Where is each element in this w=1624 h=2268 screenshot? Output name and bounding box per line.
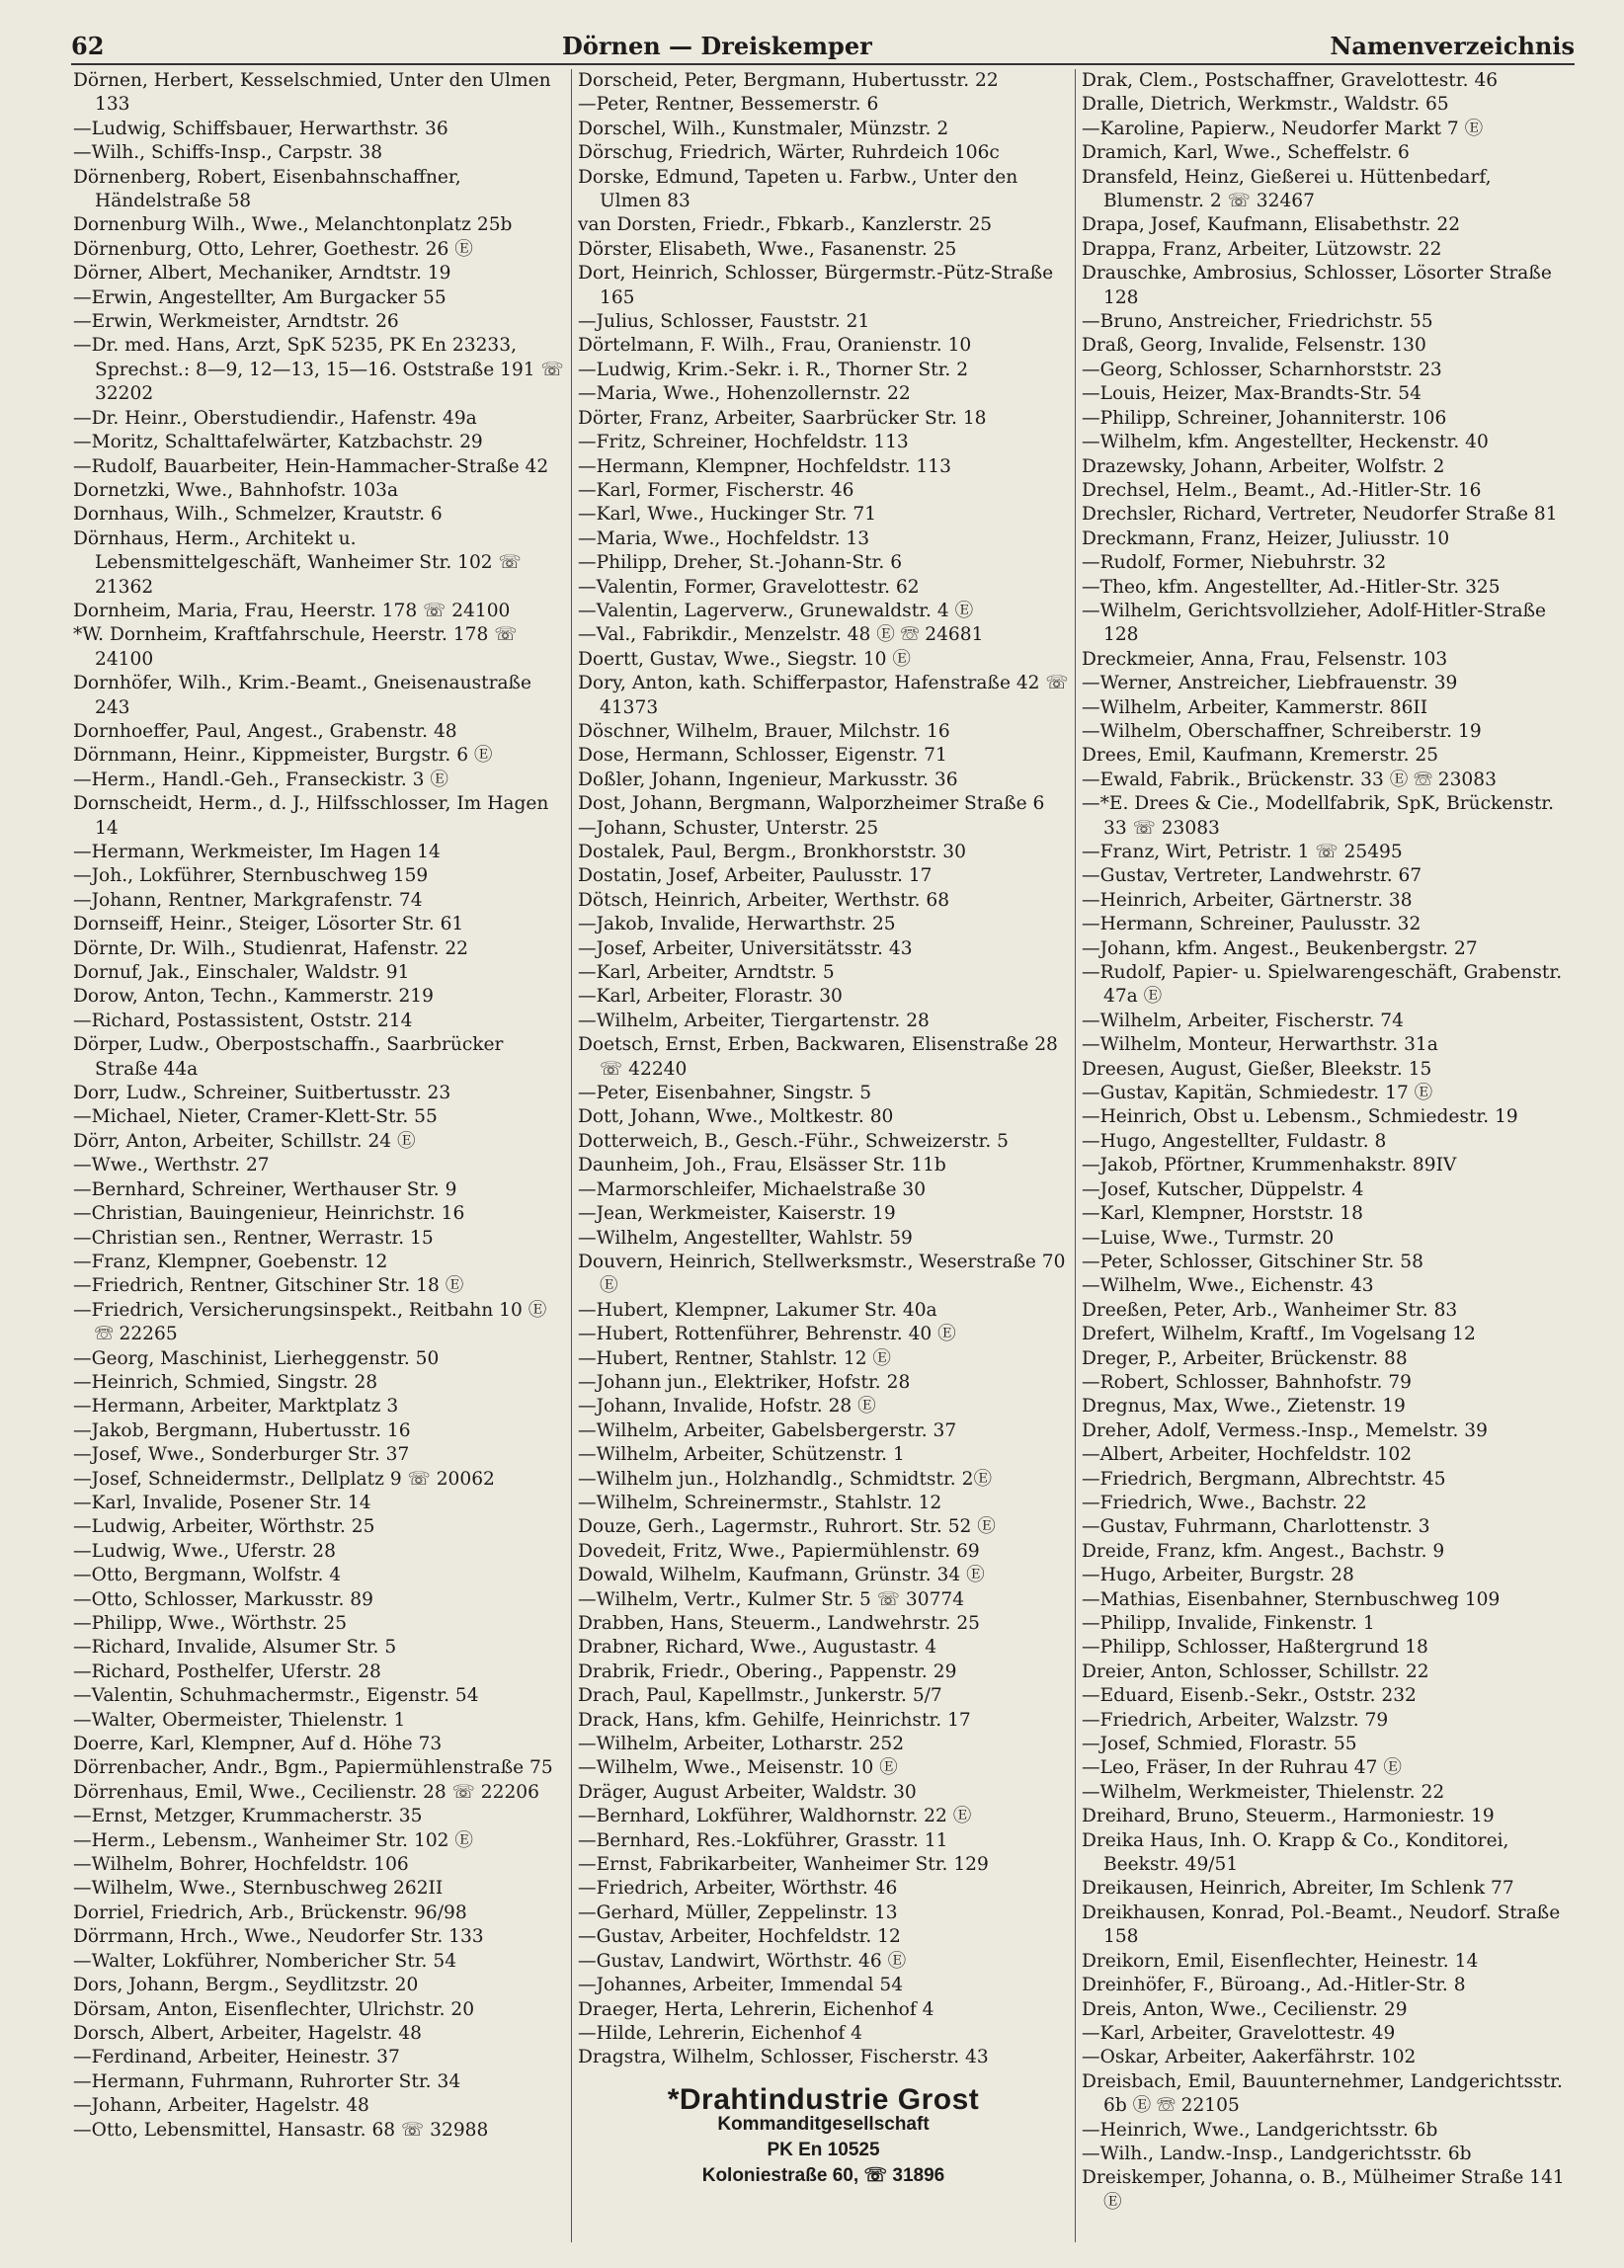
- directory-entry: Dörrmann, Hrch., Wwe., Neudorfer Str. 133: [73, 1926, 484, 1948]
- directory-entry: Doßler, Johann, Ingenieur, Markusstr. 36: [578, 769, 958, 790]
- directory-entry: Dörner, Albert, Mechaniker, Arndtstr. 19: [73, 263, 451, 284]
- directory-entry: Dorr, Ludw., Schreiner, Suitbertusstr. 23: [73, 1083, 451, 1104]
- directory-entry: Douze, Gerh., Lagermstr., Ruhrort. Str. 52 Ⓔ: [578, 1516, 996, 1538]
- directory-entry: Drechsel, Helm., Beamt., Ad.-Hitler-Str. 16: [1082, 479, 1482, 501]
- directory-entry: —Herm., Handl.-Geh., Franseckistr. 3 Ⓔ: [73, 769, 448, 790]
- directory-entry: Dörnte, Dr. Wilh., Studienrat, Hafenstr. 22: [73, 937, 469, 959]
- directory-entry: —Ludwig, Krim.-Sekr. i. R., Thorner Str. 2: [578, 359, 969, 380]
- directory-entry: Dorriel, Friedrich, Arb., Brückenstr. 96/98: [73, 1902, 467, 1923]
- directory-entry: —Valentin, Schuhmachermstr., Eigenstr. 54: [73, 1685, 479, 1707]
- directory-entry: Dorschel, Wilh., Kunstmaler, Münzstr. 2: [578, 118, 949, 139]
- directory-entry: —Karl, Wwe., Huckinger Str. 71: [578, 504, 877, 526]
- directory-entry: —Michael, Nieter, Cramer-Klett-Str. 55: [73, 1106, 438, 1128]
- directory-entry: Dörr, Anton, Arbeiter, Schillstr. 24 Ⓔ: [73, 1130, 416, 1152]
- directory-entry: —Wilhelm, Schreinermstr., Stahlstr. 12: [578, 1492, 942, 1513]
- directory-entry: —Otto, Bergmann, Wolfstr. 4: [73, 1565, 342, 1586]
- directory-entry: —Philipp, Dreher, St.-Johann-Str. 6: [578, 552, 903, 574]
- directory-entry: Dreikhausen, Konrad, Pol.-Beamt., Neudorf. Straße 158: [1082, 1902, 1561, 1948]
- directory-entry: Dralle, Dietrich, Werkmstr., Waldstr. 65: [1082, 94, 1449, 116]
- directory-entry: Dreide, Franz, kfm. Angest., Bachstr. 9: [1082, 1540, 1445, 1562]
- directory-columns: [67, 69, 1579, 2242]
- directory-entry: —Franz, Wirt, Petristr. 1 ☏ 25495: [1082, 842, 1403, 862]
- directory-entry: —Herm., Lebensm., Wanheimer Str. 102 Ⓔ: [73, 1829, 473, 1851]
- page-number: 62: [71, 31, 105, 60]
- directory-entry: —Ludwig, Wwe., Uferstr. 28: [73, 1540, 336, 1562]
- directory-entry: Daunheim, Joh., Frau, Elsässer Str. 11b: [578, 1155, 946, 1176]
- directory-entry: Dornscheidt, Herm., d. J., Hilfsschlosser, Im Hagen 14: [73, 793, 549, 839]
- directory-entry: —Ewald, Fabrik., Brückenstr. 33 Ⓔ ☏ 23083: [1082, 769, 1497, 790]
- directory-entry: —Richard, Posthelfer, Uferstr. 28: [73, 1660, 381, 1682]
- directory-entry: —Friedrich, Rentner, Gitschiner Str. 18 Ⓔ: [73, 1275, 464, 1297]
- directory-entry: —Wilhelm, Oberschaffner, Schreiberstr. 19: [1082, 720, 1482, 742]
- directory-entry: —Wilh., Schiffs-Insp., Carpstr. 38: [73, 142, 383, 164]
- directory-entry: Dose, Hermann, Schlosser, Eigenstr. 71: [578, 745, 947, 767]
- directory-entry: —Gustav, Fuhrmann, Charlottenstr. 3: [1082, 1516, 1430, 1538]
- directory-entry: —Philipp, Schreiner, Johanniterstr. 106: [1082, 407, 1447, 429]
- section-title: Namenverzeichnis: [1330, 31, 1575, 60]
- directory-entry: —Maria, Wwe., Hohenzollernstr. 22: [578, 383, 911, 405]
- directory-entry: Dreikausen, Heinrich, Abreiter, Im Schlenk 77: [1082, 1878, 1514, 1900]
- directory-entry: Dreis, Anton, Wwe., Cecilienstr. 29: [1082, 1998, 1408, 2020]
- directory-entry: Dornhöfer, Wilh., Krim.-Beamt., Gneisenaustraße 243: [73, 673, 531, 718]
- directory-entry: —Wilhelm, Wwe., Eichenstr. 43: [1082, 1275, 1374, 1297]
- directory-entry: —Wilhelm, Vertr., Kulmer Str. 5 ☏ 30774: [578, 1588, 965, 1610]
- directory-entry: —Karl, Arbeiter, Gravelottestr. 49: [1082, 2022, 1396, 2044]
- directory-entry: —Philipp, Wwe., Wörthstr. 25: [73, 1613, 348, 1634]
- directory-entry: Dörster, Elisabeth, Wwe., Fasanenstr. 25: [578, 238, 957, 260]
- directory-entry: —Hubert, Klempner, Lakumer Str. 40a: [578, 1299, 937, 1321]
- directory-entry: —Oskar, Arbeiter, Aakerfährstr. 102: [1082, 2047, 1417, 2068]
- directory-entry: Dreikorn, Emil, Eisenflechter, Heinestr. 14: [1082, 1950, 1479, 1972]
- directory-entry: Dörnenburg, Otto, Lehrer, Goethestr. 26 Ⓔ: [73, 238, 473, 260]
- directory-entry: —Richard, Postassistent, Oststr. 214: [73, 1010, 413, 1031]
- directory-entry: —Richard, Invalide, Alsumer Str. 5: [73, 1637, 397, 1659]
- directory-entry: Dornetzki, Wwe., Bahnhofstr. 103a: [73, 479, 399, 501]
- directory-entry: Dransfeld, Heinz, Gießerei u. Hüttenbedarf, Blumenstr. 2 ☏ 32467: [1082, 166, 1492, 212]
- page-header: [71, 28, 1575, 65]
- directory-entry: —Hubert, Rentner, Stahlstr. 12 Ⓔ: [578, 1347, 892, 1369]
- directory-entry: —Mathias, Eisenbahner, Sternbuschweg 109: [1082, 1588, 1501, 1610]
- directory-entry: Dott, Johann, Wwe., Moltkestr. 80: [578, 1106, 894, 1128]
- directory-entry: Doerre, Karl, Klempner, Auf d. Höhe 73: [73, 1734, 443, 1755]
- directory-entry: —Dr. med. Hans, Arzt, SpK 5235, PK En 23233, Sprechst.: 8—9, 12—13, 15—16. Oststraße 191 ☏ 32202: [73, 335, 564, 405]
- directory-entry: —Maria, Wwe., Hochfeldstr. 13: [578, 527, 870, 549]
- directory-entry: —Wilhelm, Angestellter, Wahlstr. 59: [578, 1227, 913, 1249]
- directory-entry: Dornseiff, Heinr., Steiger, Lösorter Str. 61: [73, 914, 464, 935]
- directory-entry: Dors, Johann, Bergm., Seydlitzstr. 20: [73, 1975, 419, 1996]
- directory-entry: —Peter, Eisenbahner, Singstr. 5: [578, 1083, 872, 1104]
- directory-entry: Drabben, Hans, Steuerm., Landwehrstr. 25: [578, 1613, 981, 1634]
- directory-entry: Dorsch, Albert, Arbeiter, Hagelstr. 48: [73, 2022, 423, 2044]
- directory-entry: Drabrik, Friedr., Obering., Pappenstr. 29: [578, 1660, 957, 1682]
- directory-entry: —Jakob, Invalide, Herwarthstr. 25: [578, 914, 896, 935]
- directory-entry: —Wilhelm, Arbeiter, Schützenstr. 1: [578, 1444, 905, 1466]
- directory-entry: —Wwe., Werthstr. 27: [73, 1155, 270, 1176]
- directory-entry: —Johann, Rentner, Markgrafenstr. 74: [73, 889, 423, 911]
- directory-entry: —Hugo, Arbeiter, Burgstr. 28: [1082, 1565, 1354, 1586]
- directory-entry: Dregnus, Max, Wwe., Zietenstr. 19: [1082, 1396, 1406, 1418]
- directory-entry: Dorske, Edmund, Tapeten u. Farbw., Unter den Ulmen 83: [578, 166, 1018, 212]
- directory-entry: —Johann, kfm. Angest., Beukenbergstr. 27: [1082, 937, 1478, 959]
- directory-entry: —Gerhard, Müller, Zeppelinstr. 13: [578, 1902, 898, 1923]
- directory-entry: —Erwin, Angestellter, Am Burgacker 55: [73, 286, 447, 308]
- directory-entry: —Karl, Arbeiter, Florastr. 30: [578, 986, 843, 1008]
- directory-entry: —Hermann, Fuhrmann, Ruhrorter Str. 34: [73, 2070, 461, 2092]
- directory-entry: Drauschke, Ambrosius, Schlosser, Lösorter Straße 128: [1082, 263, 1552, 308]
- directory-entry: —Georg, Schlosser, Scharnhorststr. 23: [1082, 359, 1442, 380]
- directory-entry: Dostalek, Paul, Bergm., Bronkhorststr. 30: [578, 842, 966, 862]
- directory-entry: —Heinrich, Schmied, Singstr. 28: [73, 1371, 378, 1393]
- directory-entry: Dort, Heinrich, Schlosser, Bürgermstr.-Pütz-Straße 165: [578, 263, 1054, 308]
- directory-entry: —Dr. Heinr., Oberstudiendir., Hafenstr. 49a: [73, 407, 477, 429]
- directory-entry: Drees, Emil, Kaufmann, Kremerstr. 25: [1082, 745, 1439, 767]
- directory-entry: —Hugo, Angestellter, Fuldastr. 8: [1082, 1130, 1387, 1152]
- directory-entry: Drazewsky, Johann, Arbeiter, Wolfstr. 2: [1082, 455, 1445, 477]
- directory-entry: —Johann, Schuster, Unterstr. 25: [578, 817, 879, 839]
- directory-entry: Dörsam, Anton, Eisenflechter, Ulrichstr. 20: [73, 1998, 475, 2020]
- directory-entry: —Joh., Lokführer, Sternbuschweg 159: [73, 865, 429, 887]
- directory-entry: —Wilh., Landw.-Insp., Landgerichtsstr. 6b: [1082, 2143, 1472, 2164]
- directory-entry: Drapa, Josef, Kaufmann, Elisabethstr. 22: [1082, 214, 1461, 236]
- directory-entry: —Peter, Schlosser, Gitschiner Str. 58: [1082, 1251, 1423, 1272]
- directory-entry: —Theo, kfm. Angestellter, Ad.-Hitler-Str. 325: [1082, 576, 1501, 598]
- directory-entry: —Christian sen., Rentner, Werrastr. 15: [73, 1227, 434, 1249]
- directory-entry: Dötsch, Heinrich, Arbeiter, Werthstr. 68: [578, 889, 950, 911]
- page-title: Dörnen — Dreiskemper: [562, 31, 872, 60]
- directory-entry: —Wilhelm jun., Holzhandlg., Schmidtstr. 2Ⓔ: [578, 1468, 993, 1490]
- directory-entry: —Wilhelm, Arbeiter, Gabelsbergerstr. 37: [578, 1419, 957, 1441]
- directory-entry: Dörrenbacher, Andr., Bgm., Papiermühlenstraße 75: [73, 1757, 553, 1779]
- directory-entry: —Marmorschleifer, Michaelstraße 30: [578, 1178, 927, 1200]
- directory-entry: —Karl, Arbeiter, Arndtstr. 5: [578, 962, 835, 984]
- directory-entry: Drack, Hans, kfm. Gehilfe, Heinrichstr. 17: [578, 1709, 971, 1731]
- advertisement: [578, 2082, 1069, 2189]
- directory-entry: Drak, Clem., Postschaffner, Gravelottestr. 46: [1082, 70, 1499, 91]
- directory-entry: Drach, Paul, Kapellmstr., Junkerstr. 5/7: [578, 1685, 942, 1707]
- directory-entry: —Wilhelm, Arbeiter, Lotharstr. 252: [578, 1734, 905, 1755]
- directory-entry: —Walter, Obermeister, Thielenstr. 1: [73, 1709, 406, 1731]
- directory-entry: Dowald, Wilhelm, Kaufmann, Grünstr. 34 Ⓔ: [578, 1565, 985, 1586]
- directory-entry: —Johannes, Arbeiter, Immendal 54: [578, 1975, 904, 1996]
- directory-entry: Draß, Georg, Invalide, Felsenstr. 130: [1082, 335, 1426, 357]
- directory-entry: —Josef, Arbeiter, Universitätsstr. 43: [578, 937, 913, 959]
- directory-entry: —Friedrich, Versicherungsinspekt., Reitbahn 10 Ⓔ ☏ 22265: [73, 1299, 547, 1345]
- directory-entry: Dreisbach, Emil, Bauunternehmer, Landgerichtsstr. 6b Ⓔ ☏ 22105: [1082, 2070, 1563, 2117]
- directory-entry: —Val., Fabrikdir., Menzelstr. 48 Ⓔ ☏ 24681: [578, 624, 984, 646]
- directory-entry: —Heinrich, Wwe., Landgerichtsstr. 6b: [1082, 2119, 1438, 2141]
- directory-entry: —Rudolf, Bauarbeiter, Hein-Hammacher-Straße 42: [73, 455, 549, 477]
- directory-entry: —Wilhelm, Werkmeister, Thielenstr. 22: [1082, 1781, 1445, 1803]
- directory-entry: —Walter, Lokführer, Nombericher Str. 54: [73, 1950, 457, 1972]
- directory-entry: Dreger, P., Arbeiter, Brückenstr. 88: [1082, 1347, 1408, 1369]
- directory-entry: —*E. Drees & Cie., Modellfabrik, SpK, Brückenstr. 33 ☏ 23083: [1082, 793, 1555, 839]
- directory-entry: Dörter, Franz, Arbeiter, Saarbrücker Str. 18: [578, 407, 987, 429]
- directory-entry: —Josef, Kutscher, Düppelstr. 4: [1082, 1178, 1364, 1200]
- directory-entry: —Hermann, Arbeiter, Marktplatz 3: [73, 1396, 399, 1418]
- directory-entry: —Bernhard, Lokführer, Waldhornstr. 22 Ⓔ: [578, 1806, 972, 1827]
- directory-entry: —Ludwig, Schiffsbauer, Herwarthstr. 36: [73, 118, 448, 139]
- directory-entry: —Philipp, Invalide, Finkenstr. 1: [1082, 1613, 1375, 1634]
- directory-entry: Dreeßen, Peter, Arb., Wanheimer Str. 83: [1082, 1299, 1458, 1321]
- directory-entry: —Albert, Arbeiter, Hochfeldstr. 102: [1082, 1444, 1413, 1466]
- directory-entry: —Louis, Heizer, Max-Brandts-Str. 54: [1082, 383, 1421, 405]
- column-2: [571, 69, 1075, 2242]
- directory-entry: —Jakob, Bergmann, Hubertusstr. 16: [73, 1419, 411, 1441]
- directory-entry: —Karl, Former, Fischerstr. 46: [578, 479, 854, 501]
- directory-entry: Drefert, Wilhelm, Kraftf., Im Vogelsang 12: [1082, 1324, 1476, 1345]
- directory-entry: Dreckmeier, Anna, Frau, Felsenstr. 103: [1082, 648, 1448, 670]
- directory-entry: Dornheim, Maria, Frau, Heerstr. 178 ☏ 24100: [73, 600, 511, 621]
- directory-entry: —Ernst, Fabrikarbeiter, Wanheimer Str. 129: [578, 1854, 989, 1876]
- directory-entry: Dorow, Anton, Techn., Kammerstr. 219: [73, 986, 434, 1008]
- directory-entry: —Wilhelm, Monteur, Herwarthstr. 31a: [1082, 1034, 1438, 1056]
- directory-entry: Dreher, Adolf, Vermess.-Insp., Memelstr. 39: [1082, 1419, 1488, 1441]
- directory-entry: —Wilhelm, Bohrer, Hochfeldstr. 106: [73, 1854, 409, 1876]
- directory-entry: —Christian, Bauingenieur, Heinrichstr. 16: [73, 1203, 465, 1225]
- directory-entry: —Karl, Invalide, Posener Str. 14: [73, 1492, 371, 1513]
- directory-entry: —Friedrich, Arbeiter, Wörthstr. 46: [578, 1878, 898, 1900]
- directory-entry: Drechsler, Richard, Vertreter, Neudorfer Straße 81: [1082, 504, 1558, 526]
- directory-entry: —Ferdinand, Arbeiter, Heinestr. 37: [73, 2047, 400, 2068]
- directory-entry: —Moritz, Schalttafelwärter, Katzbachstr. 29: [73, 432, 483, 453]
- directory-entry: Dreinhöfer, F., Büroang., Ad.-Hitler-Str. 8: [1082, 1975, 1466, 1996]
- directory-entry: Dräger, August Arbeiter, Waldstr. 30: [578, 1781, 917, 1803]
- directory-entry: Dramich, Karl, Wwe., Scheffelstr. 6: [1082, 142, 1410, 164]
- directory-entry: —Josef, Schneidermstr., Dellplatz 9 ☏ 20062: [73, 1468, 495, 1490]
- directory-entry: Dreiskemper, Johanna, o. B., Mülheimer Straße 141 Ⓔ: [1082, 2167, 1565, 2213]
- directory-entry: —Wilhelm, Arbeiter, Fischerstr. 74: [1082, 1010, 1404, 1031]
- directory-entry: Dotterweich, B., Gesch.-Führ., Schweizerstr. 5: [578, 1130, 1010, 1152]
- directory-entry: —Peter, Rentner, Bessemerstr. 6: [578, 94, 879, 116]
- directory-entry: —Wilhelm, Arbeiter, Tiergartenstr. 28: [578, 1010, 930, 1031]
- directory-entry: Douvern, Heinrich, Stellwerksmstr., Weserstraße 70 Ⓔ: [578, 1251, 1066, 1297]
- directory-entry: —Wilhelm, Wwe., Sternbuschweg 262II: [73, 1878, 444, 1900]
- directory-entry: Dörnenberg, Robert, Eisenbahnschaffner, Händelstraße 58: [73, 166, 461, 212]
- directory-entry: —Otto, Lebensmittel, Hansastr. 68 ☏ 32988: [73, 2119, 489, 2141]
- directory-entry: —Bernhard, Schreiner, Werthauser Str. 9: [73, 1178, 457, 1200]
- directory-entry: —Jakob, Pförtner, Krummenhakstr. 89IV: [1082, 1155, 1457, 1176]
- directory-entry: Dreihard, Bruno, Steuerm., Harmoniestr. 19: [1082, 1806, 1495, 1827]
- directory-entry: —Wilhelm, Gerichtsvollzieher, Adolf-Hitler-Straße 128: [1082, 600, 1547, 646]
- directory-entry: —Rudolf, Papier- u. Spielwarengeschäft, Grabenstr. 47a Ⓔ: [1082, 962, 1563, 1008]
- directory-entry: Dornuf, Jak., Einschaler, Waldstr. 91: [73, 962, 410, 984]
- directory-entry: Dory, Anton, kath. Schifferpastor, Hafenstraße 42 ☏ 41373: [578, 673, 1069, 718]
- directory-entry: —Leo, Fräser, In der Ruhrau 47 Ⓔ: [1082, 1757, 1402, 1779]
- directory-entry: —Heinrich, Arbeiter, Gärtnerstr. 38: [1082, 889, 1413, 911]
- directory-entry: —Heinrich, Obst u. Lebensm., Schmiedestr. 19: [1082, 1106, 1518, 1128]
- ad-address: Koloniestraße 60, ☏ 31896: [701, 2165, 945, 2187]
- directory-entry: —Georg, Maschinist, Lierheggenstr. 50: [73, 1347, 440, 1369]
- directory-entry: —Philipp, Schlosser, Haßtergrund 18: [1082, 1637, 1428, 1659]
- ad-title: *Drahtindustrie Grost: [667, 2082, 980, 2116]
- directory-entry: —Valentin, Former, Gravelottestr. 62: [578, 576, 920, 598]
- directory-entry: —Hermann, Klempner, Hochfeldstr. 113: [578, 455, 951, 477]
- ad-subtitle: Kommanditgesellschaft: [717, 2114, 930, 2136]
- directory-entry: —Friedrich, Bergmann, Albrechtstr. 45: [1082, 1468, 1446, 1490]
- directory-entry: Dreika Haus, Inh. O. Krapp & Co., Konditorei, Beekstr. 49/51: [1082, 1829, 1509, 1876]
- directory-entry: —Gustav, Landwirt, Wörthstr. 46 Ⓔ: [578, 1950, 907, 1972]
- directory-entry: Drabner, Richard, Wwe., Augustastr. 4: [578, 1637, 937, 1659]
- directory-entry: —Robert, Schlosser, Bahnhofstr. 79: [1082, 1371, 1412, 1393]
- directory-entry: Döschner, Wilhelm, Brauer, Milchstr. 16: [578, 720, 950, 742]
- column-3: [1075, 69, 1579, 2242]
- directory-entry: —Ernst, Metzger, Krummacherstr. 35: [73, 1806, 423, 1827]
- directory-entry: Dörschug, Friedrich, Wärter, Ruhrdeich 106c: [578, 142, 1000, 164]
- directory-entry: Dörnen, Herbert, Kesselschmied, Unter den Ulmen 133: [73, 70, 551, 116]
- directory-entry: —Bernhard, Res.-Lokführer, Grasstr. 11: [578, 1829, 948, 1851]
- directory-entry: —Friedrich, Wwe., Bachstr. 22: [1082, 1492, 1367, 1513]
- directory-entry: Dörnhaus, Herm., Architekt u. Lebensmittelgeschäft, Wanheimer Str. 102 ☏ 21362: [73, 527, 522, 598]
- ad-account: PK En 10525: [767, 2140, 880, 2161]
- directory-entry: *W. Dornheim, Kraftfahrschule, Heerstr. 178 ☏ 24100: [73, 624, 518, 670]
- directory-entry: —Ludwig, Arbeiter, Wörthstr. 25: [73, 1516, 375, 1538]
- directory-entry: —Wilhelm, kfm. Angestellter, Heckenstr. 40: [1082, 432, 1489, 453]
- directory-entry: Dorscheid, Peter, Bergmann, Hubertusstr. 22: [578, 70, 999, 91]
- directory-entry: —Johann jun., Elektriker, Hofstr. 28: [578, 1371, 911, 1393]
- directory-entry: —Josef, Wwe., Sonderburger Str. 37: [73, 1444, 410, 1466]
- directory-entry: Dovedeit, Fritz, Wwe., Papiermühlenstr. 69: [578, 1540, 980, 1562]
- directory-entry: Dostatin, Josef, Arbeiter, Paulusstr. 17: [578, 865, 933, 887]
- directory-entry: Dost, Johann, Bergmann, Walporzheimer Straße 6: [578, 793, 1045, 815]
- directory-entry: —Bruno, Anstreicher, Friedrichstr. 55: [1082, 311, 1433, 333]
- directory-entry: —Karoline, Papierw., Neudorfer Markt 7 Ⓔ: [1082, 118, 1484, 139]
- directory-entry: —Otto, Schlosser, Markusstr. 89: [73, 1588, 373, 1610]
- directory-entry: Dörtelmann, F. Wilh., Frau, Oranienstr. 10: [578, 335, 972, 357]
- directory-entry: —Julius, Schlosser, Fauststr. 21: [578, 311, 870, 333]
- directory-entry: —Eduard, Eisenb.-Sekr., Oststr. 232: [1082, 1685, 1417, 1707]
- directory-entry: Dornenburg Wilh., Wwe., Melanchtonplatz 25b: [73, 214, 513, 236]
- directory-entry: Dörper, Ludw., Oberpostschaffn., Saarbrücker Straße 44a: [73, 1034, 504, 1080]
- directory-entry: —Werner, Anstreicher, Liebfrauenstr. 39: [1082, 673, 1458, 694]
- directory-entry: —Josef, Schmied, Florastr. 55: [1082, 1734, 1357, 1755]
- directory-entry: —Johann, Invalide, Hofstr. 28 Ⓔ: [578, 1396, 876, 1418]
- directory-entry: —Hilde, Lehrerin, Eichenhof 4: [578, 2022, 862, 2044]
- directory-entry: Drappa, Franz, Arbeiter, Lützowstr. 22: [1082, 238, 1442, 260]
- directory-entry: Dornhaus, Wilh., Schmelzer, Krautstr. 6: [73, 504, 443, 526]
- directory-entry: Dornhoeffer, Paul, Angest., Grabenstr. 48: [73, 720, 457, 742]
- directory-entry: —Gustav, Kapitän, Schmiedestr. 17 Ⓔ: [1082, 1083, 1433, 1104]
- directory-entry: van Dorsten, Friedr., Fbkarb., Kanzlerstr. 25: [578, 214, 993, 236]
- directory-entry: —Hubert, Rottenführer, Behrenstr. 40 Ⓔ: [578, 1324, 956, 1345]
- directory-entry: Dreckmann, Franz, Heizer, Juliusstr. 10: [1082, 527, 1450, 549]
- directory-entry: Doetsch, Ernst, Erben, Backwaren, Elisenstraße 28 ☏ 42240: [578, 1034, 1058, 1080]
- directory-entry: —Gustav, Vertreter, Landwehrstr. 67: [1082, 865, 1422, 887]
- directory-entry: —Erwin, Werkmeister, Arndtstr. 26: [73, 311, 399, 333]
- directory-entry: Dragstra, Wilhelm, Schlosser, Fischerstr. 43: [578, 2047, 989, 2068]
- directory-entry: —Rudolf, Former, Niebuhrstr. 32: [1082, 552, 1387, 574]
- directory-entry: —Luise, Wwe., Turmstr. 20: [1082, 1227, 1335, 1249]
- directory-entry: Dörrenhaus, Emil, Wwe., Cecilienstr. 28 ☏ 22206: [73, 1781, 539, 1803]
- directory-entry: —Johann, Arbeiter, Hagelstr. 48: [73, 2095, 369, 2117]
- directory-entry: —Friedrich, Arbeiter, Walzstr. 79: [1082, 1709, 1389, 1731]
- column-1: [67, 69, 571, 2242]
- directory-entry: —Karl, Klempner, Horststr. 18: [1082, 1203, 1363, 1225]
- directory-entry: —Franz, Klempner, Goebenstr. 12: [73, 1251, 388, 1272]
- directory-entry: Dörnmann, Heinr., Kippmeister, Burgstr. 6 Ⓔ: [73, 745, 493, 767]
- directory-entry: Doertt, Gustav, Wwe., Siegstr. 10 Ⓔ: [578, 648, 912, 670]
- directory-entry: —Wilhelm, Arbeiter, Kammerstr. 86II: [1082, 696, 1428, 718]
- directory-entry: Draeger, Herta, Lehrerin, Eichenhof 4: [578, 1998, 934, 2020]
- directory-entry: —Valentin, Lagerverw., Grunewaldstr. 4 Ⓔ: [578, 600, 974, 621]
- directory-entry: —Hermann, Werkmeister, Im Hagen 14: [73, 842, 441, 862]
- directory-entry: —Jean, Werkmeister, Kaiserstr. 19: [578, 1203, 896, 1225]
- directory-entry: Dreier, Anton, Schlosser, Schillstr. 22: [1082, 1660, 1429, 1682]
- directory-entry: —Hermann, Schreiner, Paulusstr. 32: [1082, 914, 1421, 935]
- directory-entry: Dreesen, August, Gießer, Bleekstr. 15: [1082, 1058, 1432, 1080]
- directory-entry: —Gustav, Arbeiter, Hochfeldstr. 12: [578, 1926, 901, 1948]
- directory-entry: —Wilhelm, Wwe., Meisenstr. 10 Ⓔ: [578, 1757, 898, 1779]
- directory-entry: —Fritz, Schreiner, Hochfeldstr. 113: [578, 432, 909, 453]
